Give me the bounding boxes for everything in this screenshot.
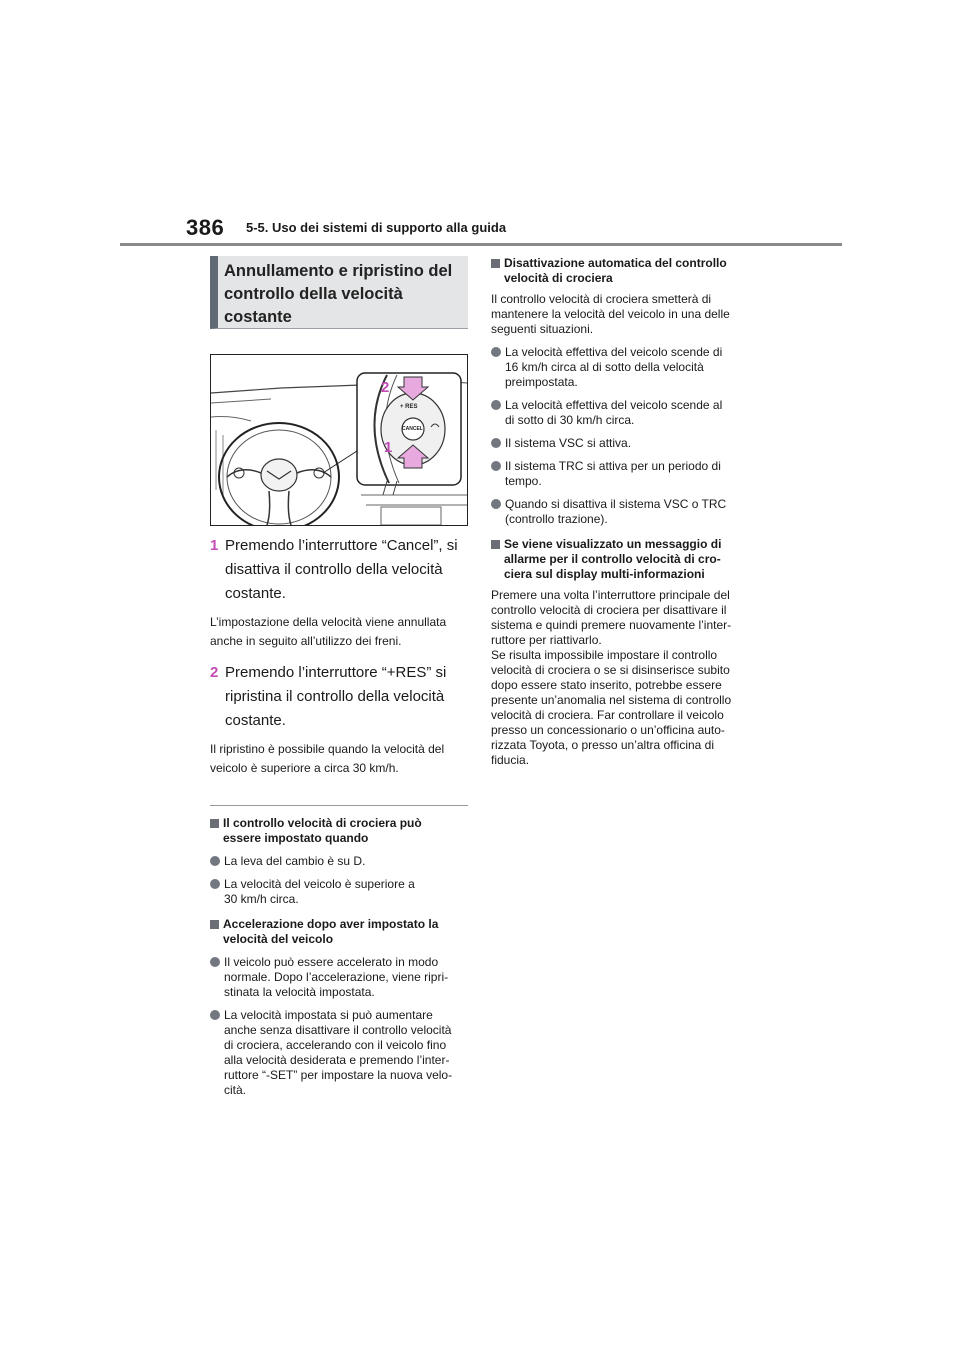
bullet-line: ruttore “-SET” per impostare la nuova velo- bbox=[224, 1068, 453, 1082]
bullet-item bbox=[491, 459, 751, 489]
round-bullet-icon bbox=[491, 461, 501, 471]
bullet-line: (controllo trazione). bbox=[505, 512, 608, 526]
section-title-line: controllo della velocità bbox=[224, 285, 403, 303]
round-bullet-icon bbox=[491, 347, 501, 357]
bullet-line: normale. Dopo l’accelerazione, viene ripri- bbox=[224, 970, 449, 984]
header-divider bbox=[120, 243, 842, 246]
bullet-line: La velocità effettiva del veicolo scende al bbox=[505, 398, 723, 412]
square-bullet-icon bbox=[491, 259, 500, 268]
bullet-line: La leva del cambio è su D. bbox=[224, 854, 366, 868]
bullet-line: Quando si disattiva il sistema VSC o TRC bbox=[505, 497, 727, 511]
heading-line: velocità del veicolo bbox=[223, 932, 334, 946]
round-bullet-icon bbox=[491, 499, 501, 509]
round-bullet-icon bbox=[210, 856, 220, 866]
square-bullet-icon bbox=[210, 920, 219, 929]
heading-line: ciera sul display multi-informazioni bbox=[504, 567, 705, 581]
heading-line: Se viene visualizzato un messaggio di bbox=[504, 537, 722, 551]
section-title-box bbox=[210, 256, 468, 329]
bullet-item bbox=[210, 1008, 468, 1098]
heading-line: Accelerazione dopo aver impostato la bbox=[223, 917, 439, 931]
section-divider bbox=[210, 805, 468, 806]
step-1-note bbox=[210, 613, 468, 651]
step-2 bbox=[210, 661, 468, 733]
heading-line: allarme per il controllo velocità di cro- bbox=[504, 552, 721, 566]
para-line: Premere una volta l’interruttore principale del bbox=[491, 588, 730, 602]
subsection-heading bbox=[210, 816, 468, 846]
section-title-line: costante bbox=[224, 308, 292, 326]
cancel-button-label: CANCEL bbox=[402, 426, 423, 432]
bullet-line: Il sistema TRC si attiva per un periodo di bbox=[505, 459, 721, 473]
bullet-line: La velocità impostata si può aumentare bbox=[224, 1008, 433, 1022]
bullet-line: cità. bbox=[224, 1083, 247, 1097]
step-text bbox=[225, 661, 468, 733]
note-line: veicolo è superiore a circa 30 km/h. bbox=[210, 761, 399, 775]
bullet-item bbox=[491, 436, 751, 451]
para-line: mantenere la velocità del veicolo in una delle bbox=[491, 307, 730, 321]
heading-line: velocità di crociera bbox=[504, 271, 613, 285]
steering-wheel-illustration bbox=[210, 354, 468, 526]
para-line: seguenti situazioni. bbox=[491, 322, 594, 336]
round-bullet-icon bbox=[210, 879, 220, 889]
square-bullet-icon bbox=[491, 540, 500, 549]
bullet-item bbox=[491, 345, 751, 390]
step-number: 2 bbox=[210, 664, 219, 681]
bullet-line: stinata la velocità impostata. bbox=[224, 985, 375, 999]
heading-line: Disattivazione automatica del controllo bbox=[504, 256, 727, 270]
section-title-line: Annullamento e ripristino del bbox=[224, 262, 453, 280]
para-line: presente un’anomalia nel sistema di controllo bbox=[491, 693, 732, 707]
callout-1: 1 bbox=[384, 439, 393, 456]
bullet-item bbox=[491, 398, 751, 428]
para-line: velocità di crociera o se si disinserisce subito bbox=[491, 663, 730, 677]
heading-line: Il controllo velocità di crociera può bbox=[223, 816, 422, 830]
note-line: anche in seguito all’utilizzo dei freni. bbox=[210, 634, 402, 648]
para-line: fiducia. bbox=[491, 753, 530, 767]
note-line: Il ripristino è possibile quando la velocità del bbox=[210, 742, 445, 756]
bullet-line: anche senza disattivare il controllo velocità bbox=[224, 1023, 452, 1037]
right-column bbox=[491, 256, 751, 768]
bullet-item bbox=[210, 955, 468, 1000]
round-bullet-icon bbox=[210, 957, 220, 967]
callout-2: 2 bbox=[381, 379, 390, 396]
bullet-item bbox=[210, 854, 468, 869]
round-bullet-icon bbox=[491, 400, 501, 410]
step-line: costante. bbox=[225, 585, 286, 602]
bullet-line: 16 km/h circa al di sotto della velocità bbox=[505, 360, 704, 374]
page-number: 386 bbox=[186, 215, 225, 240]
step-line: Premendo l’interruttore “Cancel”, si bbox=[225, 537, 458, 554]
subsection-heading bbox=[491, 256, 751, 286]
left-column bbox=[210, 256, 468, 1098]
bullet-line: Il veicolo può essere accelerato in modo bbox=[224, 955, 439, 969]
step-line: costante. bbox=[225, 712, 286, 729]
bullet-line: 30 km/h circa. bbox=[224, 892, 299, 906]
bullet-line: La velocità effettiva del veicolo scende di bbox=[505, 345, 723, 359]
step-line: ripristina il controllo della velocità bbox=[225, 688, 445, 705]
bullet-line: La velocità del veicolo è superiore a bbox=[224, 877, 415, 891]
step-text bbox=[225, 534, 468, 606]
para-line: ruttore per riattivarlo. bbox=[491, 633, 602, 647]
bullet-item bbox=[210, 877, 468, 907]
heading-line: essere impostato quando bbox=[223, 831, 369, 845]
bullet-line: alla velocità desiderata e premendo l’inter- bbox=[224, 1053, 450, 1067]
bullet-line: di crociera, accelerando con il veicolo fino bbox=[224, 1038, 447, 1052]
bullet-line: Il sistema VSC si attiva. bbox=[505, 436, 632, 450]
para-line: rizzata Toyota, o presso un’altra officina di bbox=[491, 738, 715, 752]
bullet-line: tempo. bbox=[505, 474, 542, 488]
step-number: 1 bbox=[210, 537, 219, 554]
para-line: controllo velocità di crociera per disattivare il bbox=[491, 603, 727, 617]
body-paragraph bbox=[491, 588, 751, 768]
bullet-line: di sotto di 30 km/h circa. bbox=[505, 413, 635, 427]
res-button-label: + RES bbox=[400, 404, 418, 410]
steering-wheel-drawing bbox=[211, 355, 467, 525]
para-line: velocità di crociera. Far controllare il veicolo bbox=[491, 708, 724, 722]
step-line: Premendo l’interruttore “+RES” si bbox=[225, 664, 447, 681]
square-bullet-icon bbox=[210, 819, 219, 828]
para-line: Il controllo velocità di crociera smetterà di bbox=[491, 292, 712, 306]
para-line: dopo essere stato inserito, potrebbe essere bbox=[491, 678, 722, 692]
step-2-note bbox=[210, 740, 468, 778]
para-line: presso un concessionario o un’officina auto- bbox=[491, 723, 725, 737]
bullet-line: preimpostata. bbox=[505, 375, 578, 389]
step-line: disattiva il controllo della velocità bbox=[225, 561, 443, 578]
step-1 bbox=[210, 534, 468, 606]
bullet-item bbox=[491, 497, 751, 527]
round-bullet-icon bbox=[491, 438, 501, 448]
round-bullet-icon bbox=[210, 1010, 220, 1020]
chapter-title: 5-5. Uso dei sistemi di supporto alla guida bbox=[246, 220, 507, 235]
intro-paragraph bbox=[491, 292, 751, 337]
subsection-heading bbox=[210, 917, 468, 947]
para-line: sistema e quindi premere nuovamente l’inter- bbox=[491, 618, 732, 632]
para-line: Se risulta impossibile impostare il controllo bbox=[491, 648, 718, 662]
subsection-heading bbox=[491, 537, 751, 582]
note-line: L’impostazione della velocità viene annullata bbox=[210, 615, 447, 629]
